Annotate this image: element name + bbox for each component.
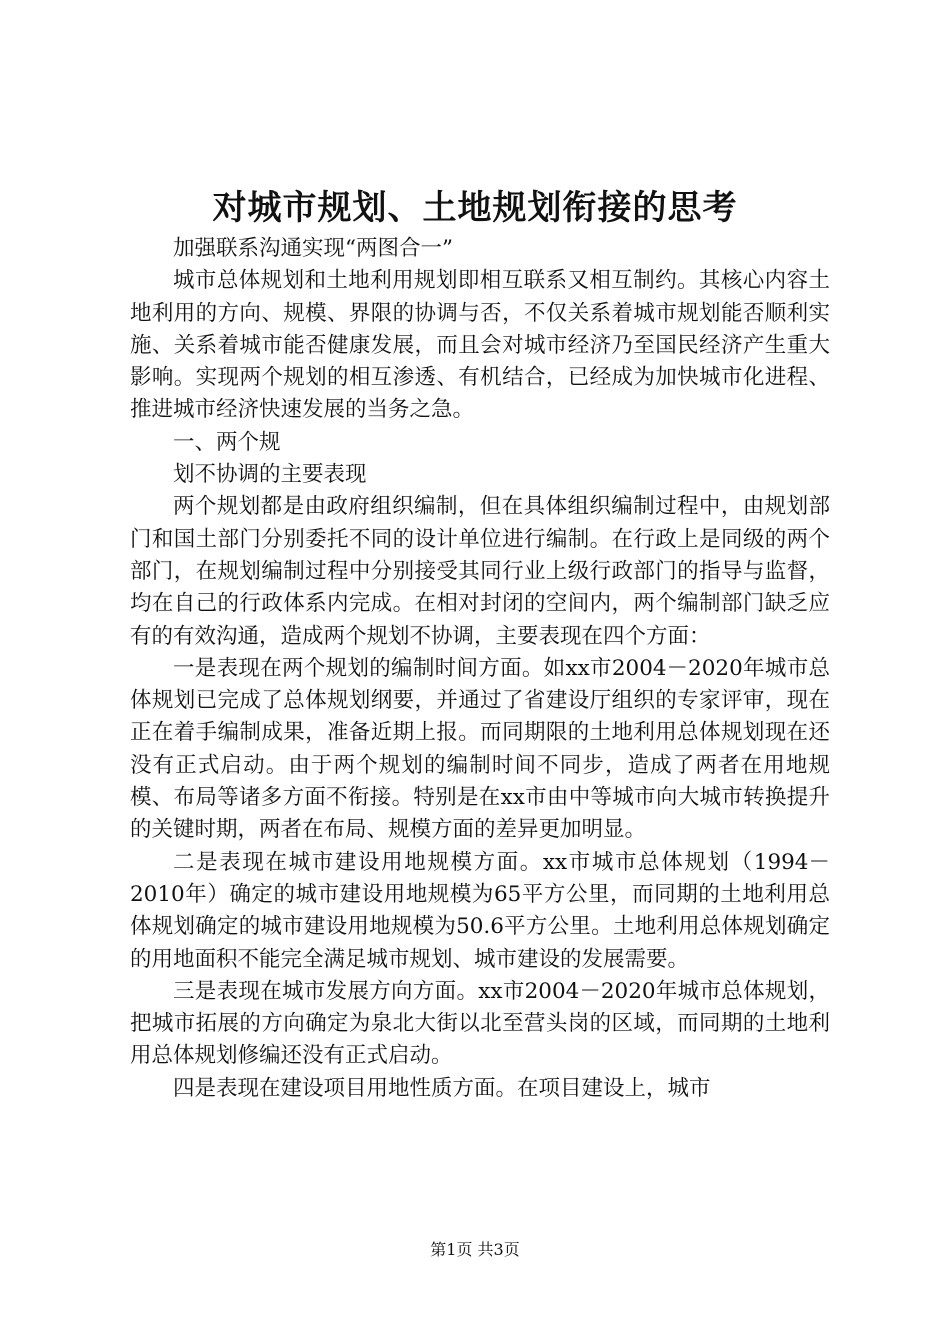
document-title: 对城市规划、土地规划衔接的思考 [212, 188, 738, 228]
paragraph-point-3: 三是表现在城市发展方向方面。xx市2004－2020年城市总体规划，把城市拓展的方向确定为泉北大街以北至营头岗的区域，而同期的土地利用总体规划修编还没有正式启动。 [130, 978, 830, 1069]
section-heading-part2: 划不协调的主要表现 [173, 462, 367, 488]
page-footer: 第1页 共3页 [430, 1240, 520, 1259]
paragraph-point-2: 二是表现在城市建设用地规模方面。xx市城市总体规划（1994－2010年）确定的城市建设用地规模为65平方公里，而同期的土地利用总体规划确定的城市建设用地规模为50.6平方公里。土地利用总体规划确定的用地面积不能完全满足城市规划、城市建设的发展需要。 [130, 849, 830, 972]
paragraph-point-4: 四是表现在建设项目用地性质方面。在项目建设上，城市 [173, 1075, 711, 1101]
paragraph-intro: 城市总体规划和土地利用规划即相互联系又相互制约。其核心内容土地利用的方向、规模、界限的协调与否，不仅关系着城市规划能否顺利实施、关系着城市能否健康发展，而且会对城市经济乃至国民经济产生重大影响。实现两个规划的相互渗透、有机结合，已经成为加快城市化进程、推进城市经济快速发展的当务之急。 [130, 268, 830, 423]
paragraph-overview: 两个规划都是由政府组织编制，但在具体组织编制过程中，由规划部门和国土部门分别委托不同的设计单位进行编制。在行政上是同级的两个部门，在规划编制过程中分别接受其同行业上级行政部门的指导与监督，均在自己的行政体系内完成。在相对封闭的空间内，两个编制部门缺乏应有的有效沟通，造成两个规划不协调，主要表现在四个方面： [130, 494, 830, 649]
paragraph-point-1: 一是表现在两个规划的编制时间方面。如xx市2004－2020年城市总体规划已完成了总体规划纲要，并通过了省建设厅组织的专家评审，现在正在着手编制成果，准备近期上报。而同期限的土地利用总体规划现在还没有正式启动。由于两个规划的编制时间不同步，造成了两者在用地规模、布局等诸多方面不衔接。特别是在xx市由中等城市向大城市转换提升的关键时期，两者在布局、规模方面的差异更加明显。 [130, 655, 830, 843]
section-heading-part1: 一、两个规 [173, 429, 281, 455]
document-body [130, 233, 830, 1105]
paragraph-subtitle: 加强联系沟通实现“两图合一” [173, 236, 453, 261]
